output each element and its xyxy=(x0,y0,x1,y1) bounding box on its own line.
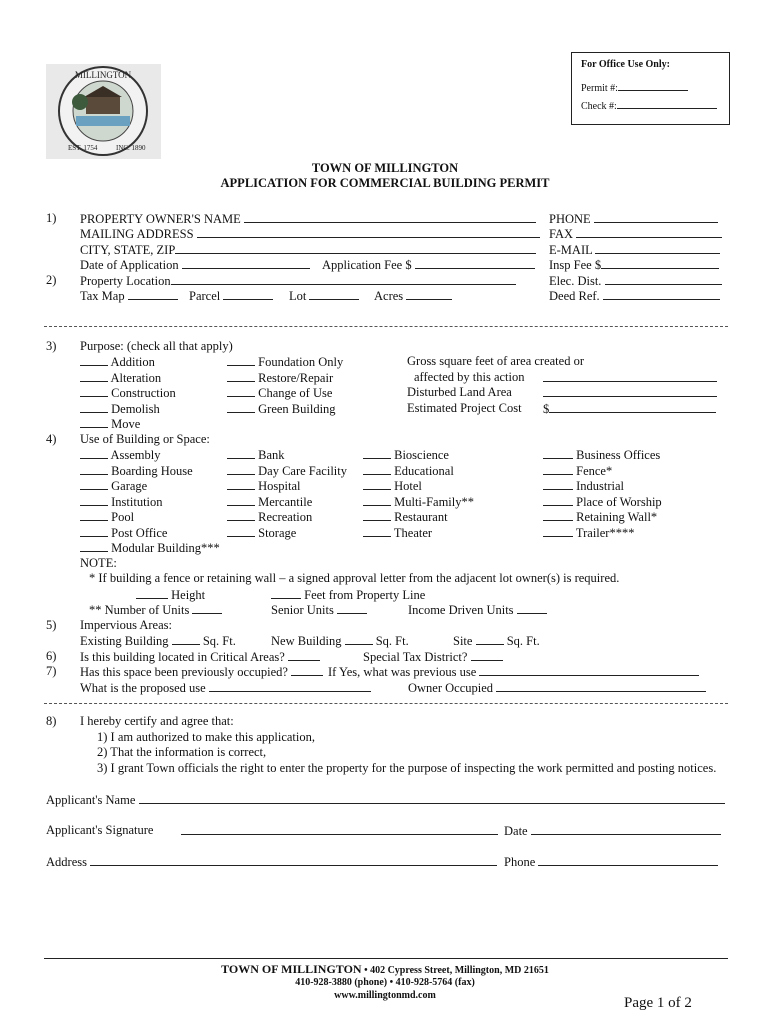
use-option[interactable] xyxy=(363,447,449,463)
form-title-line2: APPLICATION FOR COMMERCIAL BUILDING PERMIT xyxy=(220,176,550,190)
option-label: Hotel xyxy=(394,479,422,493)
item-number: 6) xyxy=(46,649,57,663)
gross-area-label-2: affected by this action xyxy=(414,370,525,384)
income-units-field[interactable] xyxy=(408,602,547,618)
purpose-construction-option[interactable] xyxy=(80,385,176,401)
purpose-foundation-option[interactable] xyxy=(227,354,343,370)
use-option[interactable] xyxy=(543,478,624,494)
impervious-heading: Impervious Areas: xyxy=(80,618,172,632)
feet-label: Feet from Property Line xyxy=(304,588,426,602)
section-divider xyxy=(44,326,728,327)
use-option[interactable] xyxy=(80,494,163,510)
critical-label: Is this building located in Critical Areas? xyxy=(80,650,285,664)
height-label: Height xyxy=(171,588,206,602)
dollar-sign: $ xyxy=(543,402,550,416)
deed-ref-field[interactable] xyxy=(549,288,720,304)
certify-item-2: 2) That the information is correct, xyxy=(97,745,267,759)
use-option[interactable] xyxy=(80,509,134,525)
use-option[interactable] xyxy=(363,509,448,525)
use-option[interactable] xyxy=(80,463,193,479)
mailing-label: MAILING ADDRESS xyxy=(80,227,194,241)
footer-address: • 402 Cypress Street, Millington, MD 21651 xyxy=(361,965,549,976)
option-label: Assembly xyxy=(110,448,161,462)
disturbed-land-input[interactable] xyxy=(543,385,717,401)
use-option[interactable] xyxy=(227,478,300,494)
applicant-address-field[interactable] xyxy=(46,854,497,870)
purpose-heading: Purpose: (check all that apply) xyxy=(80,339,233,353)
purpose-change-of-use-option[interactable] xyxy=(227,385,332,401)
option-label: Move xyxy=(111,417,141,431)
item-number: 5) xyxy=(46,618,57,632)
item-number: 3) xyxy=(46,339,57,353)
permit-label: Permit #: xyxy=(581,83,618,94)
option-label: Hospital xyxy=(258,479,301,493)
option-label: Retaining Wall* xyxy=(576,510,658,524)
use-option[interactable] xyxy=(543,463,612,479)
proposed-label: What is the proposed use xyxy=(80,681,206,695)
option-label: Modular Building*** xyxy=(111,541,220,555)
option-label: Theater xyxy=(393,526,433,540)
insp-fee-field[interactable] xyxy=(549,257,719,273)
signature-date-field[interactable] xyxy=(504,823,721,839)
existing-label: Existing Building xyxy=(80,634,169,648)
use-option[interactable] xyxy=(227,447,285,463)
option-label: Demolish xyxy=(111,402,160,416)
previous-use-field[interactable] xyxy=(328,664,699,680)
option-label: Storage xyxy=(258,526,297,540)
income-label: Income Driven Units xyxy=(408,603,514,617)
feet-from-line-field[interactable] xyxy=(271,587,425,603)
option-label: Green Building xyxy=(258,402,336,416)
app-fee-label: Application Fee $ xyxy=(322,258,412,272)
option-label: Business Offices xyxy=(576,448,661,462)
form-title-line1: TOWN OF MILLINGTON xyxy=(311,161,459,175)
deed-label: Deed Ref. xyxy=(549,289,600,303)
lot-field[interactable] xyxy=(289,288,359,304)
page-number: Page 1 of 2 xyxy=(624,995,692,1011)
new-building-label: New Building xyxy=(271,634,342,648)
date-app-label: Date of Application xyxy=(80,258,179,272)
option-label: Multi-Family** xyxy=(394,495,474,509)
applicant-name-field[interactable] xyxy=(46,792,725,808)
item-number: 7) xyxy=(46,664,57,678)
use-option[interactable] xyxy=(543,447,660,463)
city-label: CITY, STATE, ZIP xyxy=(80,243,176,257)
owner-occupied-label: Owner Occupied xyxy=(408,681,494,695)
purpose-demolish-option[interactable] xyxy=(80,401,160,417)
parcel-label: Parcel xyxy=(189,289,221,303)
previously-occupied-field[interactable] xyxy=(80,664,323,680)
footer-rule xyxy=(44,958,728,959)
option-label: Restore/Repair xyxy=(258,371,334,385)
use-option[interactable] xyxy=(543,525,634,541)
insp-fee-label: Insp Fee $ xyxy=(549,258,602,272)
date-label: Date xyxy=(504,824,528,838)
option-label: Bioscience xyxy=(394,448,449,462)
option-label: Foundation Only xyxy=(258,355,344,369)
critical-areas-field[interactable] xyxy=(80,649,320,665)
use-option[interactable] xyxy=(227,525,296,541)
option-label: Mercantile xyxy=(258,495,313,509)
gross-area-label: Gross square feet of area created or xyxy=(407,354,584,368)
phone-field[interactable] xyxy=(549,211,718,227)
purpose-green-building-option[interactable] xyxy=(227,401,336,417)
check-label: Check #: xyxy=(581,101,617,112)
owner-occupied-field[interactable] xyxy=(408,680,706,696)
disturbed-land-label: Disturbed Land Area xyxy=(407,385,512,399)
elec-label: Elec. Dist. xyxy=(549,274,602,288)
footer-address-line xyxy=(0,962,770,977)
option-label: Fence* xyxy=(576,464,613,478)
use-option[interactable] xyxy=(363,525,432,541)
estimated-cost-input[interactable] xyxy=(543,401,716,417)
option-label: Recreation xyxy=(258,510,313,524)
email-field[interactable] xyxy=(549,242,720,258)
use-option[interactable] xyxy=(363,478,422,494)
svg-text:INC. 1890: INC. 1890 xyxy=(116,144,146,152)
tax-map-label: Tax Map xyxy=(80,289,125,303)
section-divider xyxy=(44,703,728,704)
option-label: Post Office xyxy=(111,526,168,540)
use-option[interactable] xyxy=(80,525,168,541)
option-label: Garage xyxy=(111,479,148,493)
item-number: 2) xyxy=(46,273,57,287)
option-label: Place of Worship xyxy=(576,495,662,509)
footer-website: www.millingtonmd.com xyxy=(334,990,436,1001)
option-label: Day Care Facility xyxy=(258,464,347,478)
option-label: Addition xyxy=(110,355,155,369)
use-option[interactable] xyxy=(363,494,474,510)
prop-loc-label: Property Location xyxy=(80,274,171,288)
owner-name-label: PROPERTY OWNER'S NAME xyxy=(80,212,241,226)
elec-dist-field[interactable] xyxy=(549,273,722,289)
certify-item-3: 3) I grant Town officials the right to enter the property for the purpose of inspecting the work permitted and posting notices. xyxy=(97,761,717,775)
sqft-label: Sq. Ft. xyxy=(506,634,540,648)
mailing-address-field[interactable] xyxy=(80,226,540,242)
option-label: Educational xyxy=(394,464,454,478)
application-fee-field[interactable] xyxy=(322,257,535,273)
svg-text:EST. 1754: EST. 1754 xyxy=(68,144,98,152)
footer-phones: 410-928-3880 (phone) • 410-928-5764 (fax) xyxy=(295,977,475,988)
footer-town-name: TOWN OF MILLINGTON xyxy=(221,962,362,976)
site-label: Site xyxy=(453,634,473,648)
acres-label: Acres xyxy=(374,289,404,303)
applicant-signature-label: Applicant's Signature xyxy=(46,823,154,837)
fax-label: FAX xyxy=(549,227,574,241)
fax-field[interactable] xyxy=(549,226,722,242)
note-label: NOTE: xyxy=(80,556,117,570)
use-option[interactable] xyxy=(80,447,160,463)
applicant-phone-field[interactable] xyxy=(504,854,718,870)
office-use-box xyxy=(571,52,730,125)
svg-text:MILLINGTON: MILLINGTON xyxy=(74,70,132,80)
occupied-label: Has this space been previously occupied? xyxy=(80,665,288,679)
phone-label: PHONE xyxy=(549,212,591,226)
height-field[interactable] xyxy=(136,587,205,603)
item-number: 8) xyxy=(46,714,57,728)
site-field[interactable] xyxy=(453,633,540,649)
phone-label: Phone xyxy=(504,855,536,869)
units-label: ** Number of Units xyxy=(89,603,190,617)
certify-item-1: 1) I am authorized to make this application, xyxy=(97,730,315,744)
existing-building-field[interactable] xyxy=(80,633,236,649)
address-label: Address xyxy=(46,855,87,869)
permit-number-field[interactable] xyxy=(581,81,688,94)
city-state-zip-field[interactable] xyxy=(80,242,536,258)
gross-area-input[interactable] xyxy=(543,370,717,386)
use-option[interactable] xyxy=(80,478,147,494)
purpose-alteration-option[interactable] xyxy=(80,370,161,386)
property-location-field[interactable] xyxy=(80,273,516,289)
purpose-restore-option[interactable] xyxy=(227,370,333,386)
use-option[interactable] xyxy=(363,463,454,479)
number-of-units-field[interactable] xyxy=(89,602,222,618)
option-label: Pool xyxy=(111,510,135,524)
purpose-move-option[interactable] xyxy=(80,416,140,432)
senior-label: Senior Units xyxy=(271,603,334,617)
new-building-field[interactable] xyxy=(271,633,409,649)
check-number-field[interactable] xyxy=(581,99,717,112)
use-option[interactable] xyxy=(80,540,220,556)
option-label: Trailer**** xyxy=(575,526,635,540)
option-label: Bank xyxy=(258,448,285,462)
acres-field[interactable] xyxy=(374,288,452,304)
office-use-heading: For Office Use Only: xyxy=(581,59,670,70)
use-option[interactable] xyxy=(227,509,312,525)
owner-name-field[interactable] xyxy=(80,211,536,227)
special-label: Special Tax District? xyxy=(363,650,468,664)
town-seal-logo xyxy=(46,64,161,159)
estimated-cost-label: Estimated Project Cost xyxy=(407,401,522,415)
item-number: 4) xyxy=(46,432,57,446)
parcel-field[interactable] xyxy=(189,288,273,304)
option-label: Restaurant xyxy=(394,510,448,524)
use-option[interactable] xyxy=(543,509,657,525)
sqft-label: Sq. Ft. xyxy=(202,634,236,648)
lot-label: Lot xyxy=(289,289,307,303)
option-label: Change of Use xyxy=(258,386,333,400)
purpose-addition-option[interactable] xyxy=(80,354,155,370)
use-option[interactable] xyxy=(227,463,347,479)
certify-heading: I hereby certify and agree that: xyxy=(80,714,234,728)
email-label: E-MAIL xyxy=(549,243,593,257)
proposed-use-field[interactable] xyxy=(80,680,371,696)
senior-units-field[interactable] xyxy=(271,602,367,618)
item-number: 1) xyxy=(46,211,57,225)
option-label: Boarding House xyxy=(111,464,193,478)
tax-map-field[interactable] xyxy=(80,288,178,304)
if-yes-label: If Yes, what was previous use xyxy=(328,665,477,679)
option-label: Alteration xyxy=(110,371,162,385)
option-label: Industrial xyxy=(576,479,625,493)
option-label: Construction xyxy=(111,386,176,400)
use-option[interactable] xyxy=(227,494,312,510)
use-option[interactable] xyxy=(543,494,662,510)
applicant-signature-field[interactable] xyxy=(181,823,498,839)
option-label: Institution xyxy=(111,495,163,509)
date-of-application-field[interactable] xyxy=(80,257,310,273)
sqft-label: Sq. Ft. xyxy=(375,634,409,648)
use-heading: Use of Building or Space: xyxy=(80,432,210,446)
special-tax-field[interactable] xyxy=(363,649,503,665)
applicant-name-label: Applicant's Name xyxy=(46,793,136,807)
note-fence-text: * If building a fence or retaining wall – a signed approval letter from the adjacent lot owner(s) is required. xyxy=(89,571,620,585)
